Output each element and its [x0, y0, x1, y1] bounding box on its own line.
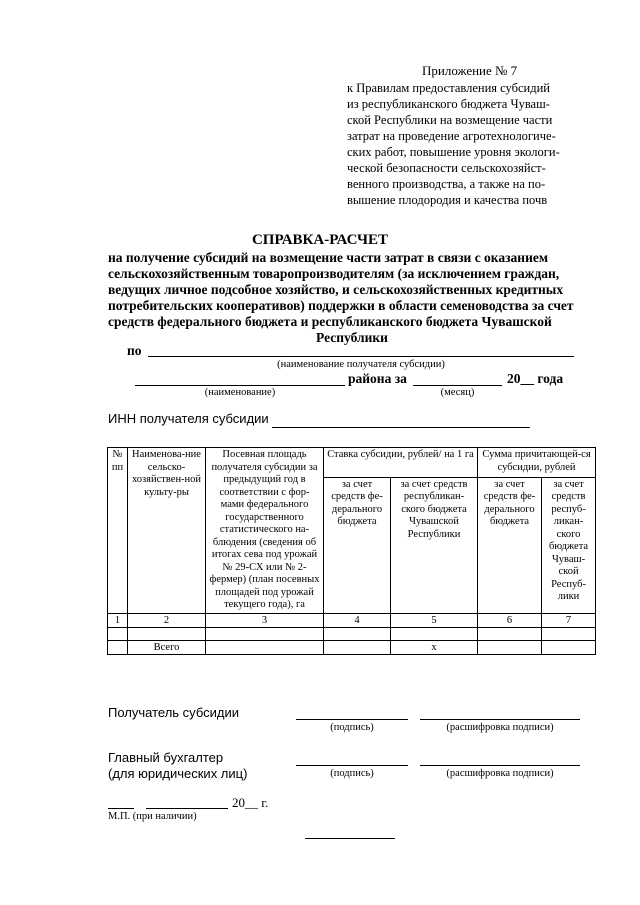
appendix-line: ских работ, повышение уровня экологи-	[347, 145, 560, 159]
table-cell[interactable]	[324, 640, 391, 654]
appendix-line: венного производства, а также на по-	[347, 177, 546, 191]
column-number: 1	[108, 613, 128, 627]
header-number: № пп	[108, 448, 128, 614]
month-field[interactable]	[413, 385, 502, 386]
appendix-title: Приложение № 7	[422, 63, 518, 78]
table-cell[interactable]	[206, 627, 324, 640]
table-cell[interactable]	[542, 627, 596, 640]
recipient-caption: (наименование получателя субсидии)	[277, 359, 445, 370]
subtitle-line: потребительских кооперативов) поддержки в области семеноводства за счет	[108, 298, 574, 313]
bottom-separator	[305, 838, 395, 839]
po-label: по	[127, 343, 142, 358]
appendix-text	[347, 80, 597, 208]
table-cell	[108, 640, 128, 654]
district-name-field[interactable]	[135, 385, 345, 386]
subtitle-line: сельскохозяйственным товаропроизводителям (за исключением граждан,	[108, 266, 560, 281]
column-number: 2	[128, 613, 206, 627]
total-label: Всего	[128, 640, 206, 654]
subtitle-line: средств федерального бюджета и республиканского бюджета Чувашской	[108, 314, 552, 329]
subtitle-line: на получение субсидий на возмещение части затрат в связи с оказанием	[108, 250, 549, 265]
appendix-line: ской Республики на возмещение части	[347, 113, 553, 127]
decoding-caption: (расшифровка подписи)	[446, 768, 554, 779]
appendix-line: затрат на проведение агротехнологиче-	[347, 129, 556, 143]
accountant-sublabel: (для юридических лиц)	[108, 766, 248, 781]
header-amount-republic: за счет средств респуб-ликан-ского бюджета Чуваш-ской Респуб-лики	[542, 477, 596, 613]
table-cell[interactable]	[206, 640, 324, 654]
year-label: 20__ года	[507, 371, 564, 386]
inn-field[interactable]	[272, 427, 530, 428]
table-cell[interactable]	[324, 627, 391, 640]
subtitle-line: ведущих личное подсобное хозяйство, и сельскохозяйственных кредитных	[108, 282, 564, 297]
signature-caption: (подпись)	[330, 722, 374, 733]
seal-label: М.П. (при наличии)	[108, 811, 197, 822]
recipient-signature-label: Получатель субсидии	[108, 705, 239, 720]
date-year-label: 20__ г.	[232, 795, 269, 810]
header-sown-area: Посевная площадь получателя субсидии за предыдущий год в соответствии с фор-мами федерального государственного статистического на-блюдения (сведения об итогах сева под урожай № 29-СХ или № 2-фермер) (план посевных площадей под урожай текущего года), га	[206, 448, 324, 614]
date-month-field[interactable]	[146, 808, 228, 809]
document-subtitle	[108, 250, 596, 346]
column-number: 5	[391, 613, 478, 627]
column-number: 6	[478, 613, 542, 627]
header-rate-federal: за счет средств фе-дерального бюджета	[324, 477, 391, 613]
district-label: района за	[348, 371, 407, 386]
total-mark: х	[391, 640, 478, 654]
calculation-table	[107, 447, 596, 655]
header-amount-federal: за счет средств фе-дерального бюджета	[478, 477, 542, 613]
name-caption: (наименование)	[204, 387, 276, 398]
signature-caption: (подпись)	[330, 768, 374, 779]
subtitle-line: Республики	[316, 330, 388, 345]
column-number: 4	[324, 613, 391, 627]
month-caption: (месяц)	[440, 387, 475, 398]
accountant-label: Главный бухгалтер	[108, 750, 224, 765]
table-cell[interactable]	[478, 640, 542, 654]
decoding-caption: (расшифровка подписи)	[446, 722, 554, 733]
appendix-line: ческой безопасности сельскохозяйст-	[347, 161, 546, 175]
total-row	[108, 640, 596, 654]
appendix-line: из республиканского бюджета Чуваш-	[347, 97, 550, 111]
appendix-line: вышение плодородия и качества почв	[347, 193, 548, 207]
header-subsidy-amount: Сумма причитающей-ся субсидии, рублей	[478, 448, 596, 478]
appendix-line: к Правилам предоставления субсидий	[347, 81, 550, 95]
table-row	[108, 627, 596, 640]
recipient-name-field[interactable]	[148, 356, 574, 357]
table-cell[interactable]	[128, 627, 206, 640]
table-cell[interactable]	[478, 627, 542, 640]
recipient-signature-field[interactable]	[296, 719, 408, 720]
column-number: 3	[206, 613, 324, 627]
header-crop: Наименова-ние сельско-хозяйствен-ной культу-ры	[128, 448, 206, 614]
document-title: СПРАВКА-РАСЧЕТ	[251, 232, 389, 248]
header-rate-republic: за счет средств республикан-ского бюджета Чувашской Республики	[391, 477, 478, 613]
inn-label: ИНН получателя субсидии	[108, 411, 269, 426]
column-number: 7	[542, 613, 596, 627]
table-cell[interactable]	[108, 627, 128, 640]
date-day-field[interactable]	[108, 808, 134, 809]
accountant-decoding-field[interactable]	[420, 765, 580, 766]
recipient-decoding-field[interactable]	[420, 719, 580, 720]
header-subsidy-rate: Ставка субсидии, рублей/ на 1 га	[324, 448, 478, 478]
table-cell[interactable]	[542, 640, 596, 654]
table-cell[interactable]	[391, 627, 478, 640]
column-number-row	[108, 613, 596, 627]
accountant-signature-field[interactable]	[296, 765, 408, 766]
